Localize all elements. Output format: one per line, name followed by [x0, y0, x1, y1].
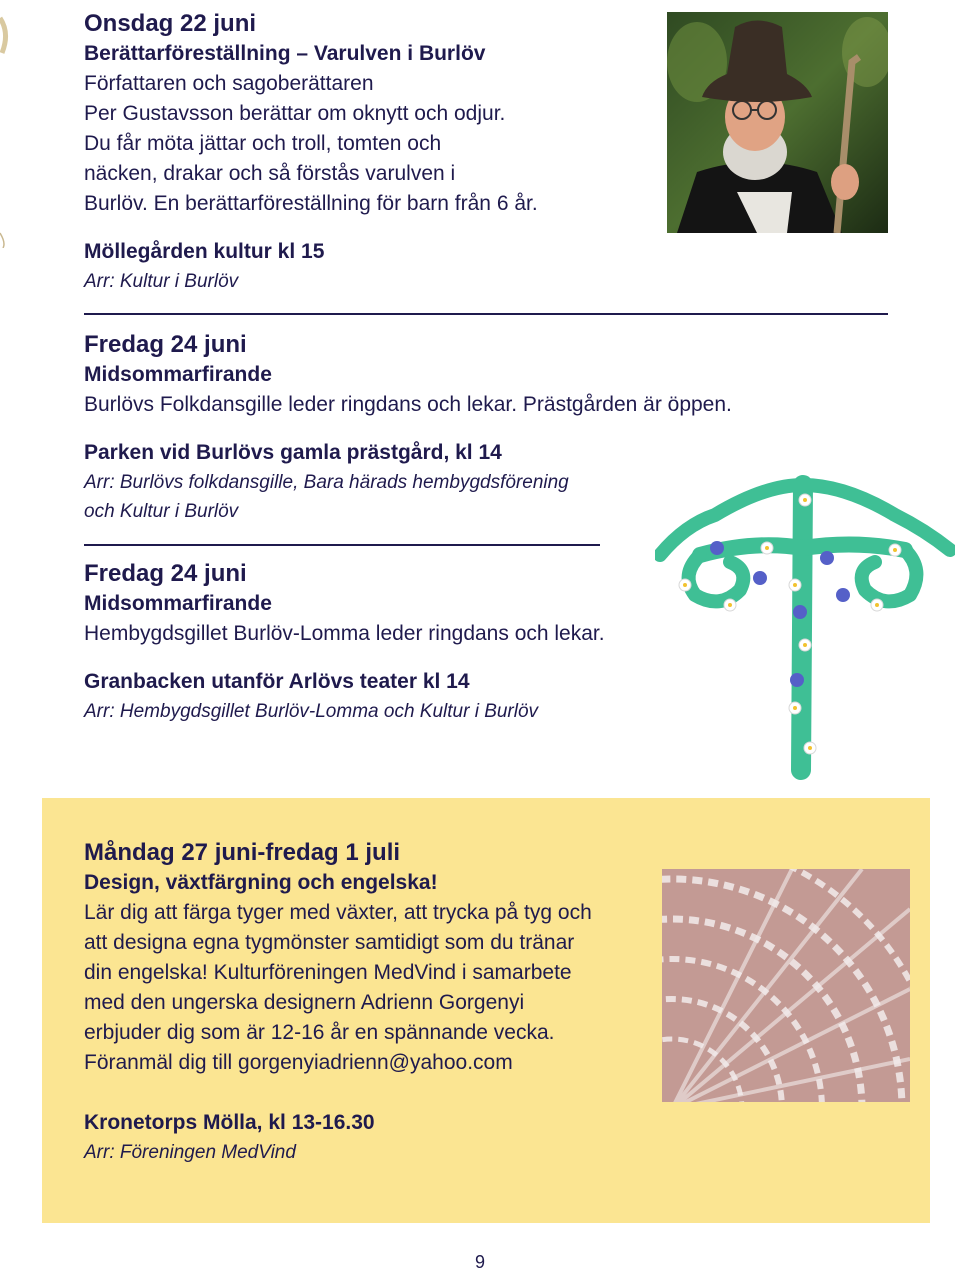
event-description-line: erbjuder dig som är 12-16 år en spännande vecka.: [84, 1021, 555, 1044]
edge-decoration-icon: [0, 8, 14, 248]
event-organizer: Arr: Hembygdsgillet Burlöv-Lomma och Kultur i Burlöv: [84, 701, 539, 722]
event-date: Måndag 27 juni-fredag 1 juli: [84, 839, 401, 866]
event-date: Fredag 24 juni: [84, 331, 247, 358]
event-date: Onsdag 22 juni: [84, 10, 257, 37]
page-number: 9: [474, 1252, 485, 1272]
event-organizer: Arr: Burlövs folkdansgille, Bara härads hembygdsförening: [84, 472, 569, 493]
divider: [84, 544, 600, 546]
event-description-line: Per Gustavsson berättar om oknytt och odjur.: [84, 102, 506, 125]
event-midsummer-granbacken: [84, 559, 605, 726]
storyteller-photo: [667, 12, 888, 233]
event-date: Fredag 24 juni: [84, 560, 247, 587]
event-design-workshop: [84, 838, 592, 1167]
event-description-line: med den ungerska designern Adrienn Gorgenyi: [84, 991, 525, 1014]
event-location: Möllegården kultur kl 15: [84, 240, 325, 263]
event-description-line: Författaren och sagoberättaren: [84, 72, 374, 95]
daisy-flowers: [679, 494, 901, 754]
event-description-line: Lär dig att färga tyger med växter, att trycka på tyg och: [84, 901, 592, 924]
event-description-line: Du får möta jättar och troll, tomten och: [84, 132, 442, 155]
event-title: Berättarföreställning – Varulven i Burlöv: [84, 42, 486, 65]
event-title: Midsommarfirande: [84, 592, 272, 615]
event-storytelling: [84, 9, 538, 296]
event-description-line: näcken, drakar och så förstås varulven i: [84, 162, 456, 185]
event-description-line: din engelska! Kulturföreningen MedVind i samarbete: [84, 961, 572, 984]
event-title: Midsommarfirande: [84, 363, 272, 386]
event-organizer: och Kultur i Burlöv: [84, 501, 239, 522]
event-description-line: Burlövs Folkdansgille leder ringdans och lekar. Prästgården är öppen.: [84, 393, 732, 416]
event-description-line: att designa egna tygmönster samtidigt som du tränar: [84, 931, 575, 954]
maypole-illustration: [655, 470, 955, 785]
event-description-line: Föranmäl dig till gorgenyiadrienn@yahoo.com: [84, 1051, 513, 1074]
event-title: Design, växtfärgning och engelska!: [84, 871, 438, 894]
event-location: Kronetorps Mölla, kl 13-16.30: [84, 1111, 375, 1134]
tie-dye-fabric-photo: [662, 869, 910, 1102]
event-midsummer-prastgard: [84, 330, 732, 526]
event-location: Granbacken utanför Arlövs teater kl 14: [84, 670, 470, 693]
event-description-line: Hembygdsgillet Burlöv-Lomma leder ringdans och lekar.: [84, 622, 605, 645]
event-organizer: Arr: Föreningen MedVind: [84, 1142, 296, 1163]
divider: [84, 313, 888, 315]
event-organizer: Arr: Kultur i Burlöv: [84, 271, 239, 292]
event-description-line: Burlöv. En berättarföreställning för barn från 6 år.: [84, 192, 538, 215]
event-location: Parken vid Burlövs gamla prästgård, kl 14: [84, 441, 502, 464]
